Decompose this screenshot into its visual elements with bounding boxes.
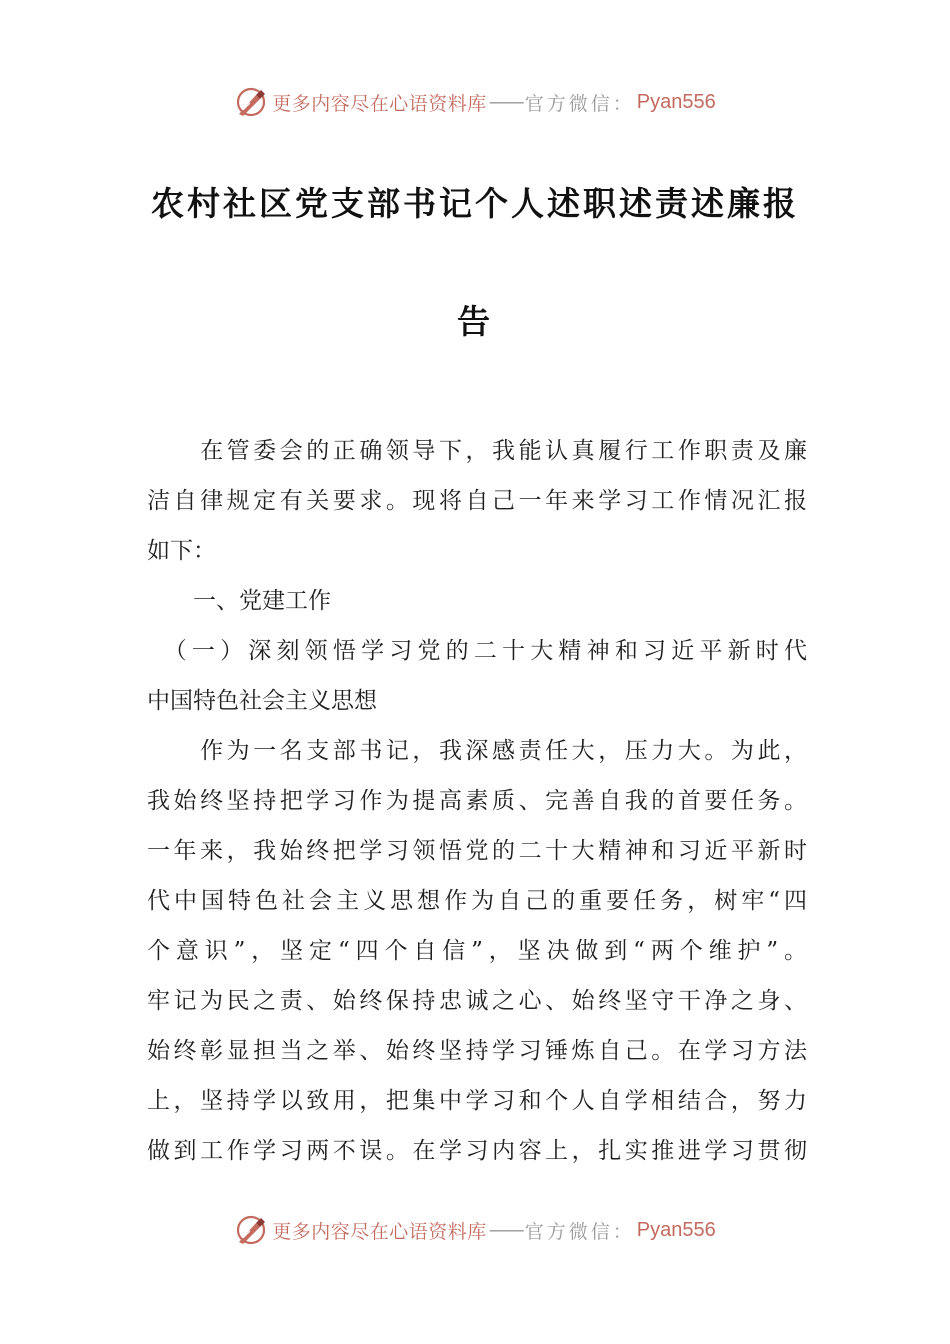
body-line: 作为一名支部书记，我深感责任大，压力大。为此， [147, 738, 807, 764]
body-line: 上，坚持学以致用，把集中学习和个人自学相结合，努力 [147, 1088, 807, 1114]
body-line: 洁自律规定有关要求。现将自己一年来学习工作情况汇报 [147, 488, 807, 514]
wechat-id: Pyan556 [636, 1218, 716, 1241]
body-line: 一年来，我始终把学习领悟党的二十大精神和习近平新时 [147, 838, 807, 864]
document-title-line-2: 告 [457, 302, 493, 341]
subsection-heading: （一）深刻领悟学习党的二十大精神和习近平新时代 [147, 638, 807, 664]
body-line: 如下： [147, 538, 216, 564]
wechat-id: Pyan556 [636, 90, 716, 113]
wechat-label: 官方微信： [524, 92, 635, 115]
document-body [147, 426, 807, 1176]
body-line: 我始终坚持把学习作为提高素质、完善自我的首要任务。 [147, 788, 807, 814]
site-name: 更多内容尽在心语资料库 [272, 1220, 487, 1243]
body-line: 个意识”，坚定“四个自信”，坚决做到“两个维护”。 [147, 938, 807, 964]
separator-dash: —— [488, 1219, 523, 1241]
body-line: 始终彰显担当之举、始终坚持学习锤炼自己。在学习方法 [147, 1038, 807, 1064]
footer-banner [0, 1208, 950, 1252]
site-name: 更多内容尽在心语资料库 [272, 92, 487, 115]
body-line: 在管委会的正确领导下，我能认真履行工作职责及廉 [147, 438, 807, 464]
subsection-heading-cont: 中国特色社会主义思想 [147, 688, 377, 714]
separator-dash: —— [488, 91, 523, 113]
header-banner [0, 80, 950, 124]
body-line: 牢记为民之责、始终保持忠诚之心、始终坚守干净之身、 [147, 988, 807, 1014]
wechat-label: 官方微信： [524, 1220, 635, 1243]
section-heading: 一、党建工作 [147, 588, 331, 614]
body-line: 代中国特色社会主义思想作为自己的重要任务，树牢“四 [147, 888, 807, 914]
body-line: 做到工作学习两不误。在学习内容上，扎实推进学习贯彻 [147, 1138, 807, 1164]
pen-nib-logo-icon [234, 1213, 268, 1247]
document-title-line-1: 农村社区党支部书记个人述职述责述廉报 [151, 184, 799, 223]
pen-nib-logo-icon [234, 85, 268, 119]
